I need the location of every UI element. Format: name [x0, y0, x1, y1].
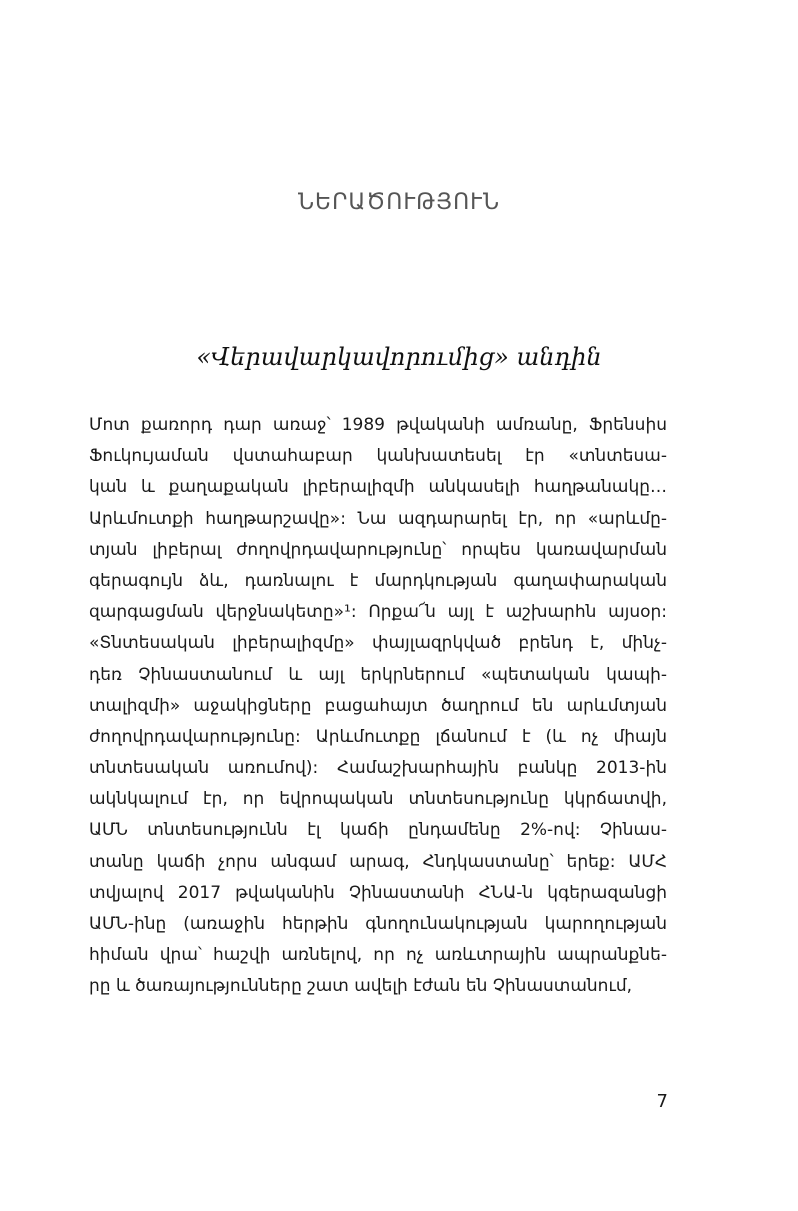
body-text	[89, 410, 667, 1003]
section-label: ՆԵՐԱԾՈՒԹՅՈՒՆ	[297, 190, 501, 215]
body-line: հիման վրա՝ հաշվի առնելով, որ ոչ առևտրային ապրանքնե-	[89, 945, 667, 966]
body-line: ժողովրդավարությունը: Արևմուտքը լճանում է (և ոչ միայն	[89, 726, 667, 747]
page-number: 7	[656, 1091, 668, 1112]
body-line: զարգացման վերջնակետը»¹: Որքա՜ն այլ է աշխարհն այսօր:	[89, 602, 667, 623]
body-line: տալիզմի» աջակիցները բացահայտ ծաղրում են արևմտյան	[89, 695, 667, 716]
body-line: Արևմուտքի հաղթարշավը»: Նա ազդարարել էր, որ «արևմը-	[89, 508, 667, 529]
chapter-title: «Վերավարկավորումից» անդին	[196, 343, 602, 371]
body-line: տվյալով 2017 թվականին Չինաստանի ՀՆԱ-ն կգերազանցի	[89, 882, 667, 903]
body-line: տանը կաճի չորս անգամ արագ, Հնդկաստանը՝ երեք: ԱՄՀ	[89, 851, 667, 872]
body-line: «Տնտեսական լիբերալիզմը» փայլազրկված բրենդ է, մինչ-	[89, 633, 667, 654]
body-line: դեռ Չինաստանում և այլ երկրներում «պետական կապի-	[89, 664, 667, 685]
body-line: տնտեսական առումով): Համաշխարհային բանկը 2013-ին	[89, 758, 667, 779]
body-line: ԱՄՆ-ինը (առաջին հերթին գնողունակության կարողության	[89, 914, 667, 934]
body-line: ԱՄՆ տնտեսությունն էլ կաճի ընդամենը 2%-ով: Չինաս-	[89, 820, 667, 841]
body-line: րը և ծառայությունները շատ ավելի էժան են Չինաստանում,	[89, 976, 633, 997]
body-line: գերագույն ձև, դառնալու է մարդկության գաղափարական	[89, 570, 667, 591]
body-line: տյան լիբերալ ժողովրդավարությունը՝ որպես կառավարման	[89, 539, 667, 560]
body-line: Մոտ քառորդ դար առաջ՝ 1989 թվականի ամռանը, Ֆրենսիս	[89, 415, 667, 435]
body-line: Ֆուկույաման վստահաբար կանխատեսել էր «տնտեսա-	[89, 446, 667, 467]
body-line: ակնկալում էր, որ եվրոպական տնտեսությունը կկրճատվի,	[89, 789, 667, 810]
body-line: կան և քաղաքական լիբերալիզմի անկասելի հաղթանակը…	[89, 477, 667, 498]
